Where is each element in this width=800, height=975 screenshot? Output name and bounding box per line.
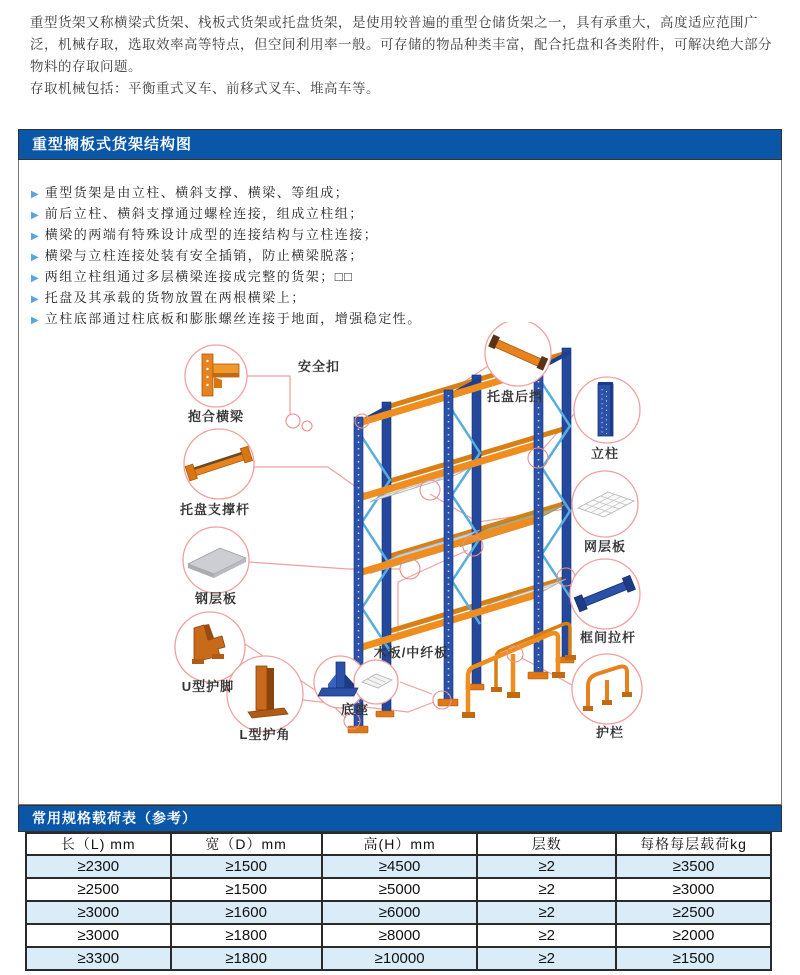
table-row: ≥2500 ≥1500 ≥5000 ≥2 ≥3000: [26, 878, 771, 901]
triangle-bullet-icon: ▶: [31, 252, 39, 263]
table-row: ≥3300 ≥1800 ≥10000 ≥2 ≥1500: [26, 947, 771, 970]
feature-bullet: ▶ 两组立柱组通过多层横梁连接成完整的货架；□□: [31, 269, 354, 284]
col-header-length: 长（L) mm: [26, 833, 171, 855]
callout-circles: [175, 322, 642, 732]
feature-bullet: ▶ 横梁的两端有特殊设计成型的连接结构与立柱连接；: [31, 227, 379, 242]
structure-section-title-bar: [18, 129, 782, 160]
col-header-height: 高(H）mm: [322, 833, 478, 855]
table-header-row: [26, 833, 771, 855]
triangle-bullet-icon: ▶: [31, 231, 39, 242]
callout-label-u-foot-guard: U型护脚: [181, 679, 235, 694]
triangle-bullet-icon: ▶: [31, 273, 39, 284]
callout-label-base-plate: 底座: [340, 702, 370, 717]
feature-bullet: ▶ 重型货架是由立柱、横斜支撑、横梁、等组成；: [31, 185, 350, 200]
callout-label-frame-tie-rod: 框间拉杆: [579, 630, 637, 645]
col-header-width: 宽（D）mm: [171, 833, 322, 855]
structure-section-title: 重型搁板式货架结构图: [32, 136, 193, 153]
callout-label-pallet-support-bar: 托盘支撑杆: [179, 502, 251, 517]
table-row: ≥3000 ≥1800 ≥8000 ≥2 ≥2000: [26, 924, 771, 947]
callout-label-upright-column: 立柱: [590, 446, 620, 461]
spec-load-table: [25, 832, 772, 971]
feature-bullet: ▶ 前后立柱、横斜支撑通过螺栓连接，组成立柱组；: [31, 206, 364, 221]
triangle-bullet-icon: ▶: [31, 189, 39, 200]
upright-column-icon: [598, 382, 613, 436]
feature-bullet: ▶ 横梁与立柱连接处装有安全插销，防止横梁脱落；: [31, 248, 364, 263]
col-header-load: 每格每层载荷kg: [616, 833, 771, 855]
rack-structure-diagram: [18, 322, 782, 794]
feature-list: [31, 186, 422, 333]
triangle-bullet-icon: ▶: [31, 294, 39, 305]
callout-label-embracing-beam: 抱合横梁: [187, 409, 245, 424]
table-row: ≥2300 ≥1500 ≥4500 ≥2 ≥3500: [26, 855, 771, 878]
callout-label-pallet-back-stop: 托盘后挡: [486, 389, 544, 404]
callout-connector-lines: [245, 366, 574, 718]
access-machinery-line: 存取机械包括：平衡重式叉车、前移式叉车、堆高车等。: [30, 81, 380, 96]
callout-label-safety-clip: 安全扣: [298, 359, 341, 374]
callout-label-wood-mdf-board: 木板/中纤板: [373, 645, 449, 660]
callout-label-l-corner-guard: L型护角: [239, 727, 291, 742]
callout-label-steel-shelf-panel: 钢层板: [194, 591, 238, 606]
col-header-layers: 层数: [477, 833, 616, 855]
intro-text: [30, 12, 772, 100]
callout-label-guard-rail: 护栏: [595, 725, 625, 740]
spec-section-title-bar: [18, 805, 782, 832]
feature-bullet: ▶ 立柱底部通过柱底板和膨胀螺丝连接于地面，增强稳定性。: [31, 311, 422, 326]
spec-section-title: 常用规格载荷表（参考）: [32, 810, 197, 826]
triangle-bullet-icon: ▶: [31, 315, 39, 326]
table-row: ≥3000 ≥1600 ≥6000 ≥2 ≥2500: [26, 901, 771, 924]
callout-label-wire-mesh-panel: 网层板: [583, 539, 627, 554]
intro-paragraph: 重型货架又称横梁式货架、栈板式货架或托盘货架，是使用较普遍的重型仓储货架之一，具有承重大，高度适应范围广泛，机械存取，选取效率高等特点，但空间利用率一般。可存储的物品种类丰富，配合托盘和各类附件，可解决绝大部分物料的存取问题。: [30, 15, 772, 74]
feature-bullet: ▶ 托盘及其承载的货物放置在两根横梁上；: [31, 290, 306, 305]
triangle-bullet-icon: ▶: [31, 210, 39, 221]
